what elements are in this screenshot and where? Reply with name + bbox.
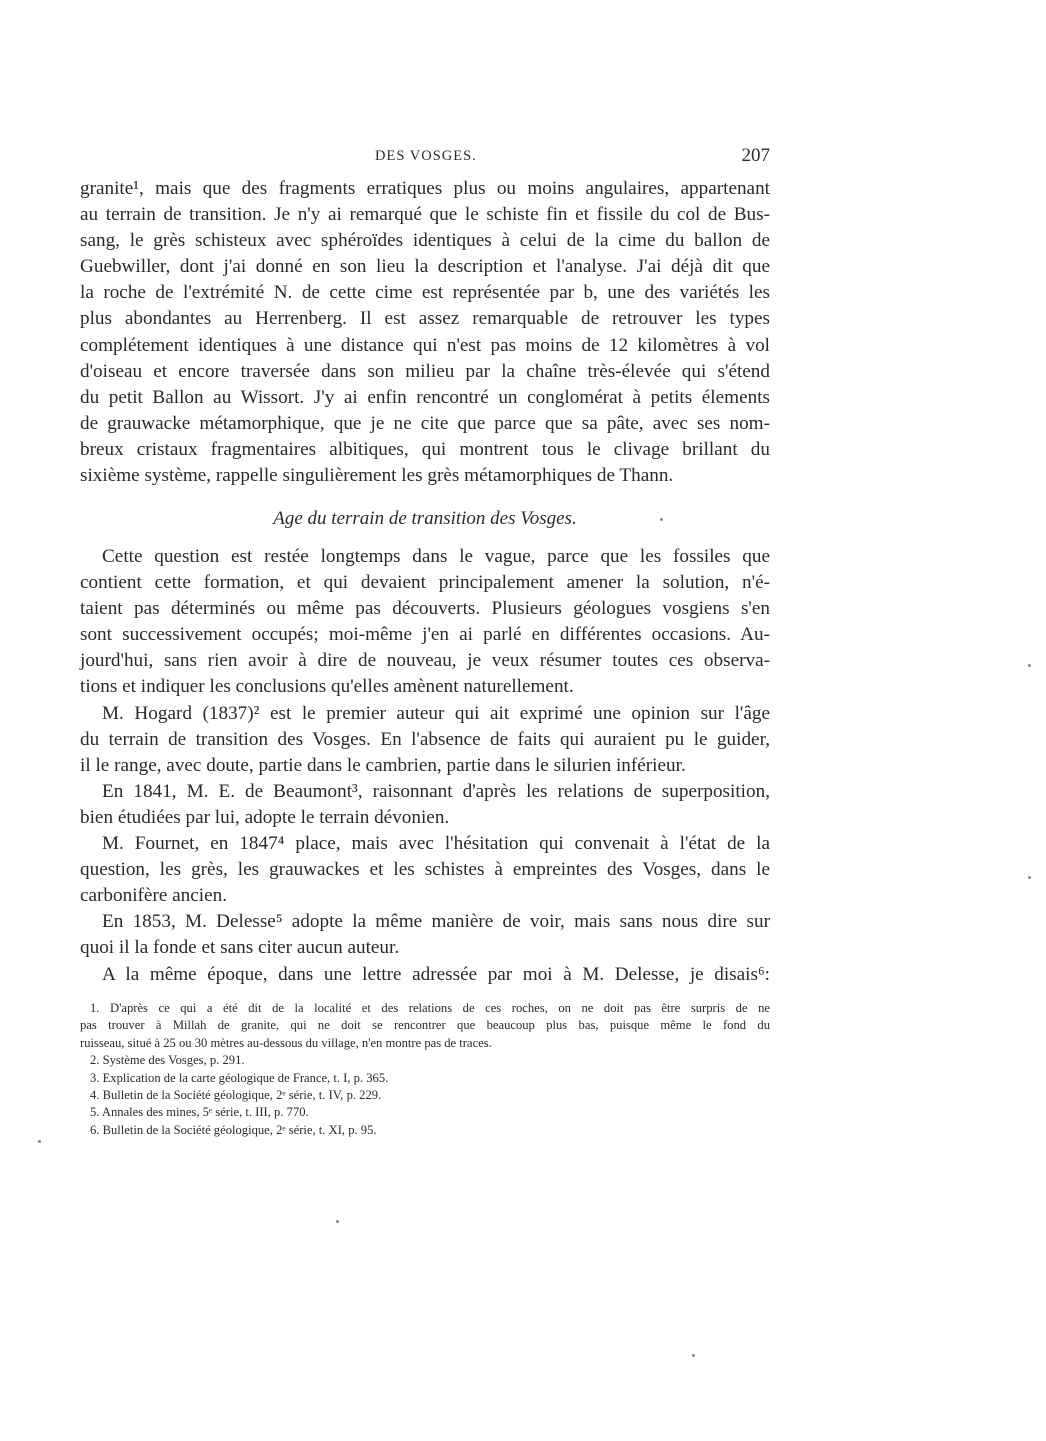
paper-speck [692, 1354, 695, 1357]
paragraph [80, 701, 770, 779]
text-line: Guebwiller, dont j'ai donné en son lieu la description et l'analyse. J'ai déjà dit que [80, 256, 770, 278]
paper-speck [1028, 664, 1031, 667]
text-line: la roche de l'extrémité N. de cette cime est représentée par b, une des variétés les [80, 282, 770, 304]
paper-speck [38, 1140, 41, 1143]
running-head [80, 146, 770, 168]
footnote-line: pas trouver à Millah de granite, qui ne doit se rencontrer que beaucoup plus bas, puisque même le fond du [80, 1018, 770, 1033]
text-line: taient pas déterminés ou même pas découverts. Plusieurs géologues vosgiens s'en [80, 598, 770, 620]
text-line: complétement identiques à une distance qui n'est pas moins de 12 kilomètres à vol [80, 334, 770, 356]
text-line: sixième système, rappelle singulièrement les grès métamorphiques de Thann. [80, 465, 674, 487]
paragraph-continuation [80, 176, 770, 489]
text-line: Cette question est restée longtemps dans le vague, parce que les fossiles que [102, 546, 770, 567]
text-line: M. Fournet, en 1847⁴ place, mais avec l'hésitation qui convenait à l'état de la [102, 833, 770, 855]
paragraph [80, 962, 770, 988]
footnote-3: 3. Explication de la carte géologique de France, t. I, p. 365. [90, 1070, 389, 1085]
paper-speck [660, 518, 663, 521]
footnote-1 [80, 1000, 770, 1052]
text-line: sont successivement occupés; moi-même j'en ai parlé en différentes occasions. Au- [80, 624, 770, 646]
text-line: granite¹, mais que des fragments erratiques plus ou moins angulaires, appartenant [80, 178, 770, 199]
text-line: sang, le grès schisteux avec sphéroïdes identiques à celui de la cime du ballon de [80, 230, 770, 252]
text-line: En 1853, M. Delesse⁵ adopte la même manière de voir, mais sans nous dire sur [102, 911, 770, 933]
paragraph [80, 909, 770, 961]
text-line: au terrain de transition. Je n'y ai remarqué que le schiste fin et fissile du col de Bus- [80, 204, 770, 226]
text-line: de grauwacke métamorphique, que je ne cite que parce que sa pâte, avec ses nom- [80, 412, 770, 434]
text-line: d'oiseau et encore traversée dans son milieu par la chaîne très-élevée qui s'étend [80, 360, 770, 382]
text-line: En 1841, M. E. de Beaumont³, raisonnant d'après les relations de superposition, [102, 780, 770, 802]
text-line: contient cette formation, et qui devaient principalement amener la solution, n'é- [80, 572, 770, 594]
text-line: du petit Ballon au Wissort. J'y ai enfin rencontré un conglomérat à petits élements [80, 386, 770, 408]
running-title: DES VOSGES. [375, 148, 477, 164]
section-heading: Age du terrain de transition des Vosges. [273, 508, 577, 529]
text-line: jourd'hui, sans rien avoir à dire de nouveau, je veux résumer toutes ces observa- [80, 650, 770, 672]
text-line: breux cristaux fragmentaires albitiques, qui montrent tous le clivage brillant du [80, 438, 770, 460]
paragraph [80, 831, 770, 909]
text-line: quoi il la fonde et sans citer aucun auteur. [80, 937, 400, 959]
footnote-line: 1. D'après ce qui a été dit de la localité et des relations de ces roches, on ne doit pas être surpris de ne [90, 1001, 770, 1015]
text-line: A la même époque, dans une lettre adressée par moi à M. Delesse, je disais⁶: [102, 963, 770, 985]
text-line: plus abondantes au Herrenberg. Il est assez remarquable de retrouver les types [80, 308, 770, 330]
text-line: il le range, avec doute, partie dans le cambrien, partie dans le silurien inférieur. [80, 754, 686, 776]
footnote-4: 4. Bulletin de la Société géologique, 2ᵉ série, t. IV, p. 229. [90, 1088, 382, 1103]
text-line: bien étudiées par lui, adopte le terrain dévonien. [80, 806, 450, 828]
paper-speck [1028, 876, 1031, 879]
paragraph [80, 544, 770, 701]
section-body [80, 544, 770, 988]
text-line: du terrain de transition des Vosges. En l'absence de faits qui auraient pu le guider, [80, 728, 770, 750]
paragraph [80, 779, 770, 831]
paper-speck [336, 1220, 339, 1223]
footnote-5: 5. Annales des mines, 5ᵉ série, t. III, p. 770. [90, 1105, 309, 1120]
footnotes [80, 1000, 770, 1139]
page-number: 207 [741, 145, 770, 166]
text-line: carbonifère ancien. [80, 885, 228, 907]
footnote-line: ruisseau, situé à 25 ou 30 mètres au-dessous du village, n'en montre pas de traces. [80, 1035, 492, 1050]
footnote-2: 2. Système des Vosges, p. 291. [90, 1053, 245, 1068]
text-line: M. Hogard (1837)² est le premier auteur qui ait exprimé une opinion sur l'âge [102, 702, 770, 724]
footnote-6: 6. Bulletin de la Société géologique, 2ᵉ série, t. XI, p. 95. [90, 1122, 377, 1137]
text-line: question, les grès, les grauwackes et les schistes à empreintes des Vosges, dans le [80, 859, 770, 881]
text-line: tions et indiquer les conclusions qu'elles amènent naturellement. [80, 676, 574, 698]
